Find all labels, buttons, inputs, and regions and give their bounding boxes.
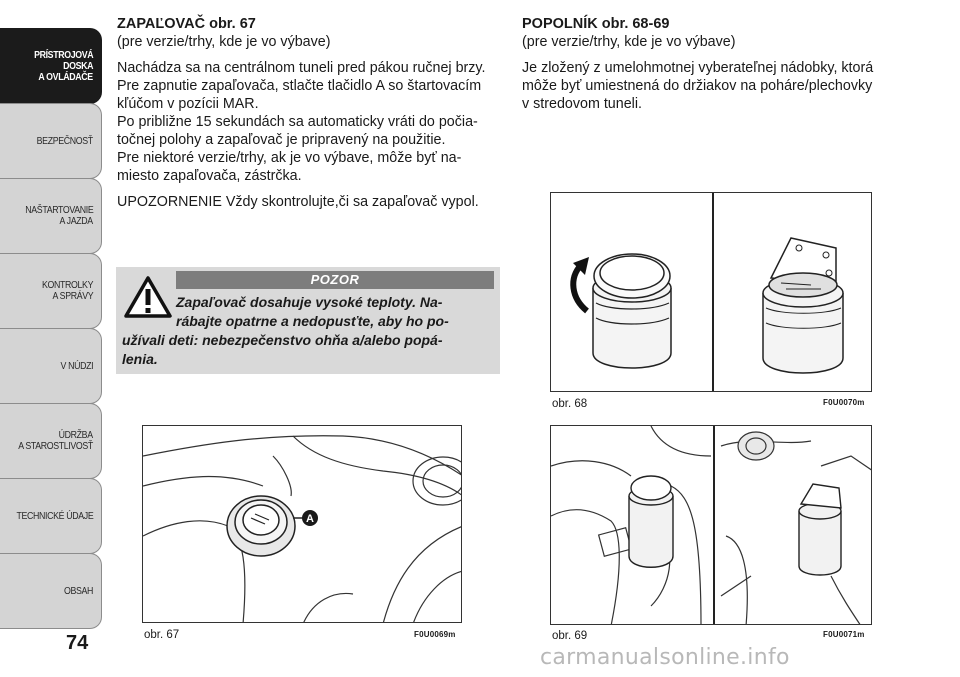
tab-label: NAŠTARTOVANIE bbox=[24, 205, 93, 216]
tab-bezpecnost[interactable] bbox=[0, 103, 102, 179]
lighter-description bbox=[117, 59, 505, 185]
tab-label: TECHNICKÉ ÚDAJE bbox=[16, 510, 93, 522]
tab-label: A JAZDA bbox=[59, 216, 93, 227]
lighter-notice: UPOZORNENIE Vždy skontrolujte,či sa zapaľovač vypol. bbox=[117, 194, 479, 210]
text-line: v stredovom tuneli. bbox=[522, 96, 642, 112]
text-line: Nachádza sa na centrálnom tuneli pred pákou ručnej brzy. bbox=[117, 60, 486, 76]
text-line: točnej polohy a zapaľovač je pripravený na použitie. bbox=[117, 132, 446, 148]
text-line: môže byť umiestnená do držiakov na poháre/plechovky bbox=[522, 78, 873, 94]
text-line: Pre niektoré verzie/trhy, ak je vo výbave, môže byť na- bbox=[117, 150, 462, 166]
ashtray-installed-illustration bbox=[551, 426, 872, 625]
figure-code: F0U0070m bbox=[823, 398, 865, 407]
figure-69-ashtray-installed bbox=[550, 425, 872, 625]
tab-udrzba[interactable] bbox=[0, 403, 102, 479]
tab-label: KONTROLKY bbox=[41, 280, 93, 291]
figure-code: F0U0071m bbox=[823, 630, 865, 639]
lighter-illustration bbox=[143, 426, 462, 623]
figure-caption: obr. 69 bbox=[552, 630, 588, 642]
figure-68-ashtray bbox=[550, 192, 872, 392]
figure-67-lighter bbox=[142, 425, 462, 623]
tab-kontrolky[interactable] bbox=[0, 253, 102, 329]
tab-obsah[interactable] bbox=[0, 553, 102, 629]
callout-a-label: A bbox=[306, 513, 314, 525]
section-subheading: (pre verzie/trhy, kde je vo výbave) bbox=[117, 34, 331, 50]
tab-label: PRÍSTROJOVÁ bbox=[33, 49, 93, 61]
tab-label: A STAROSTLIVOSŤ bbox=[18, 441, 93, 452]
text-line: Po približne 15 sekundách sa automaticky vráti do počia- bbox=[117, 114, 478, 130]
section-heading: POPOLNÍK obr. 68-69 bbox=[522, 16, 670, 32]
text-line: Je zložený z umelohmotnej vyberateľnej nádobky, ktorá bbox=[522, 60, 874, 76]
tab-label: DOSKA bbox=[62, 60, 93, 72]
warning-label: POZOR bbox=[176, 271, 494, 289]
tab-label: V NÚDZI bbox=[60, 360, 93, 372]
ashtray-section bbox=[522, 15, 922, 121]
ashtray-description bbox=[522, 59, 922, 113]
text-line: Zapaľovač dosahuje vysoké teploty. Na- bbox=[176, 294, 443, 310]
tab-nastartovanie[interactable] bbox=[0, 178, 102, 254]
watermark: carmanualsonline.info bbox=[540, 645, 790, 670]
section-subheading: (pre verzie/trhy, kde je vo výbave) bbox=[522, 34, 736, 50]
text-line: užívali deti: nebezpečenstvo ohňa a/alebo popá- bbox=[122, 332, 443, 348]
figure-caption: obr. 68 bbox=[552, 398, 588, 410]
tab-label: OBSAH bbox=[63, 585, 93, 597]
figure-code: F0U0069m bbox=[414, 630, 456, 639]
tab-pristrojova-doska[interactable] bbox=[0, 28, 102, 104]
lighter-section bbox=[117, 15, 505, 219]
tab-label: A OVLÁDAČE bbox=[38, 71, 93, 83]
tab-label: ÚDRŽBA bbox=[58, 430, 93, 441]
tab-label: BEZPEČNOSŤ bbox=[36, 135, 93, 147]
text-line: miesto zapaľovača, zástrčka. bbox=[117, 168, 302, 184]
chapter-sidebar bbox=[0, 0, 104, 640]
text-line: rábajte opatrne a nedopusťte, aby ho po- bbox=[176, 313, 449, 329]
warning-text bbox=[122, 293, 496, 369]
tab-v-nudzi[interactable] bbox=[0, 328, 102, 404]
figure-caption: obr. 67 bbox=[144, 629, 180, 641]
section-heading: ZAPAĽOVAČ obr. 67 bbox=[117, 16, 256, 32]
tab-label: A SPRÁVY bbox=[52, 291, 93, 302]
warning-box bbox=[116, 267, 500, 374]
text-line: lenia. bbox=[122, 351, 158, 367]
tab-technicke-udaje[interactable] bbox=[0, 478, 102, 554]
text-line: Pre zapnutie zapaľovača, stlačte tlačidlo A so štartovacím bbox=[117, 78, 482, 94]
text-line: kľúčom v pozícii MAR. bbox=[117, 96, 259, 112]
page-number: 74 bbox=[66, 632, 89, 654]
ashtray-illustration bbox=[551, 193, 872, 392]
